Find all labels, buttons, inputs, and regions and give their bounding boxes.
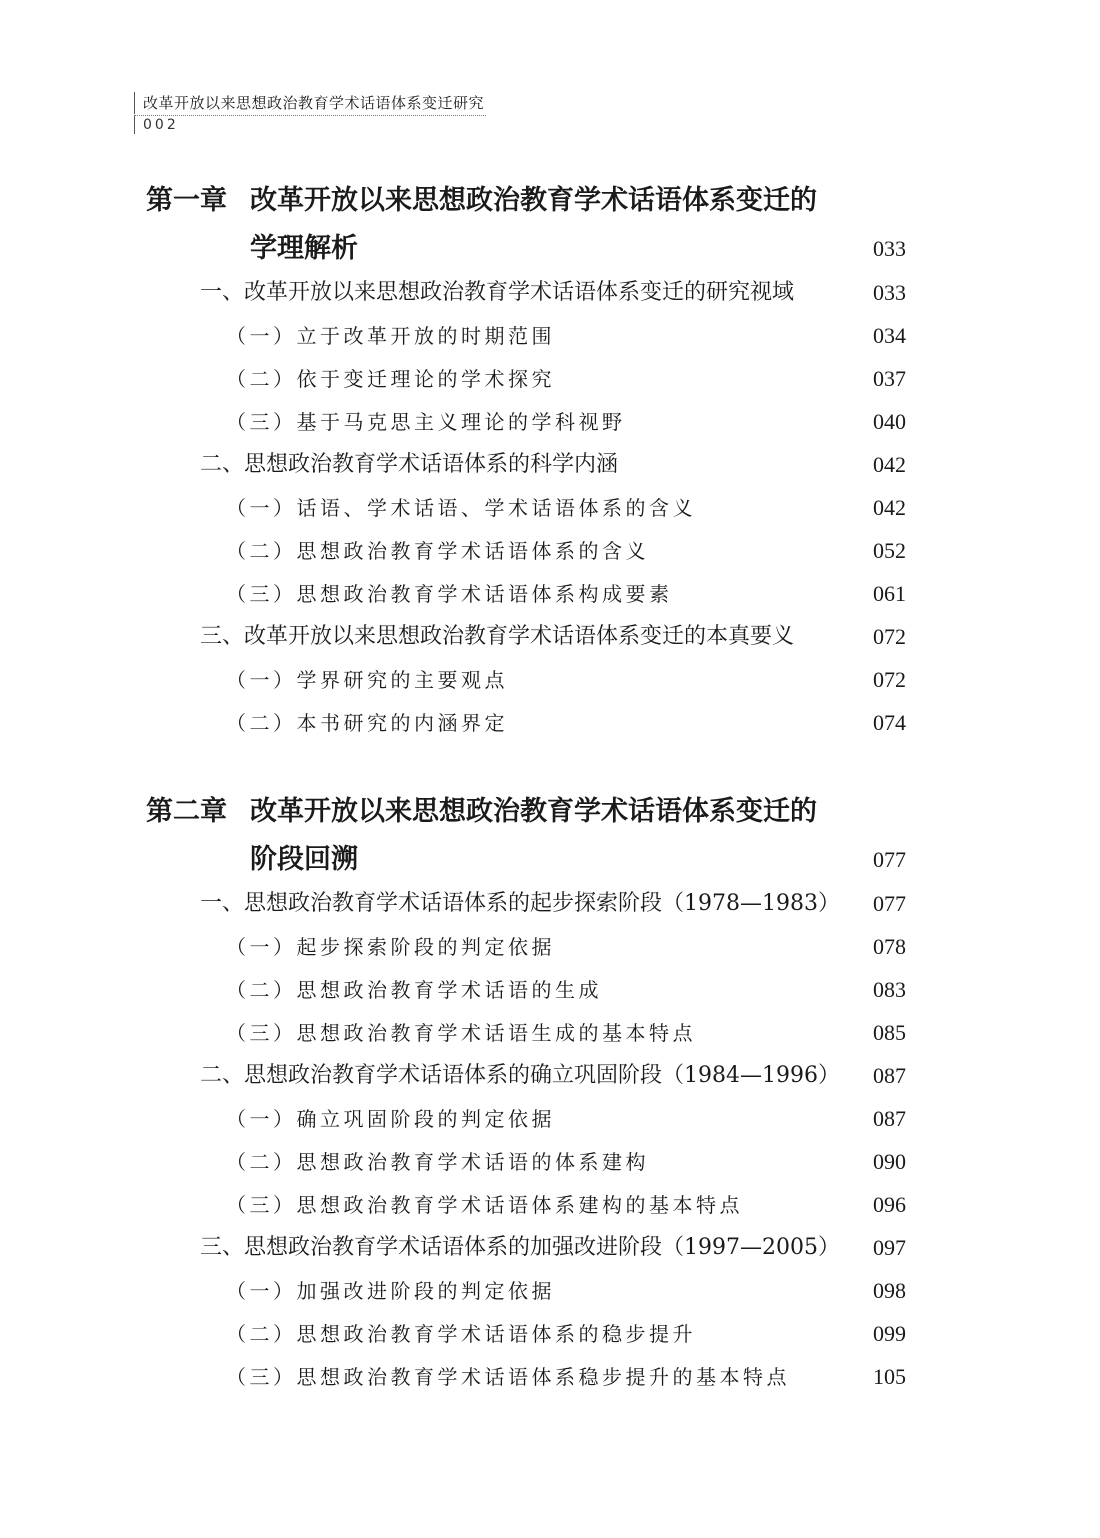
running-head xyxy=(134,92,486,134)
toc-subsection xyxy=(0,316,1100,356)
toc-subsection xyxy=(0,927,1100,967)
subsection-page: 034 xyxy=(873,323,906,348)
subsection-page: 087 xyxy=(873,1106,906,1131)
section-title: 三、思想政治教育学术话语体系的加强改进阶段（1997—2005） xyxy=(200,1235,840,1260)
section-title: 一、思想政治教育学术话语体系的起步探索阶段（1978—1983） xyxy=(200,891,840,916)
section-page: 042 xyxy=(873,452,906,477)
subsection-page: 074 xyxy=(873,710,906,735)
toc-section xyxy=(0,445,1100,485)
subsection-page: 042 xyxy=(873,495,906,520)
section-page: 033 xyxy=(873,280,906,305)
subsection-title: （一）立于改革开放的时期范围 xyxy=(226,324,555,348)
chapter-2-title-line1: 改革开放以来思想政治教育学术话语体系变迁的 xyxy=(250,796,817,827)
book-title: 改革开放以来思想政治教育学术话语体系变迁研究 xyxy=(134,92,486,114)
subsection-title: （三）思想政治教育学术话语体系建构的基本特点 xyxy=(226,1193,743,1217)
subsection-page: 037 xyxy=(873,366,906,391)
subsection-title: （一）确立巩固阶段的判定依据 xyxy=(226,1107,555,1131)
subsection-title: （二）思想政治教育学术话语的体系建构 xyxy=(226,1150,649,1174)
subsection-title: （一）话语、学术话语、学术话语体系的含义 xyxy=(226,496,696,520)
section-page: 072 xyxy=(873,624,906,649)
toc-subsection xyxy=(0,402,1100,442)
subsection-page: 099 xyxy=(873,1321,906,1346)
toc-subsection xyxy=(0,1314,1100,1354)
toc-subsection xyxy=(0,574,1100,614)
subsection-title: （三）基于马克思主义理论的学科视野 xyxy=(226,410,626,434)
subsection-page: 083 xyxy=(873,977,906,1002)
toc-subsection xyxy=(0,660,1100,700)
toc-subsection xyxy=(0,531,1100,571)
section-page: 097 xyxy=(873,1235,906,1260)
section-title: 三、改革开放以来思想政治教育学术话语体系变迁的本真要义 xyxy=(200,624,795,649)
toc-subsection xyxy=(0,1271,1100,1311)
subsection-title: （二）本书研究的内涵界定 xyxy=(226,711,508,735)
toc-subsection xyxy=(0,1013,1100,1053)
chapter-2-heading xyxy=(0,792,1100,832)
subsection-title: （二）思想政治教育学术话语体系的稳步提升 xyxy=(226,1322,696,1346)
toc-subsection xyxy=(0,1142,1100,1182)
subsection-title: （二）依于变迁理论的学术探究 xyxy=(226,367,555,391)
chapter-1-page: 033 xyxy=(873,236,906,261)
chapter-2-number: 第二章 xyxy=(146,796,227,827)
chapter-1-heading xyxy=(0,181,1100,221)
subsection-page: 096 xyxy=(873,1192,906,1217)
chapter-1-number: 第一章 xyxy=(146,185,227,216)
subsection-page: 040 xyxy=(873,409,906,434)
toc-section xyxy=(0,884,1100,924)
subsection-page: 105 xyxy=(873,1364,906,1389)
toc-subsection xyxy=(0,1099,1100,1139)
subsection-title: （三）思想政治教育学术话语体系构成要素 xyxy=(226,582,673,606)
toc-section xyxy=(0,617,1100,657)
chapter-2-heading-cont xyxy=(0,840,1100,880)
subsection-page: 061 xyxy=(873,581,906,606)
subsection-page: 052 xyxy=(873,538,906,563)
section-page: 087 xyxy=(873,1063,906,1088)
subsection-page: 078 xyxy=(873,934,906,959)
subsection-title: （二）思想政治教育学术话语体系的含义 xyxy=(226,539,649,563)
toc-subsection xyxy=(0,488,1100,528)
page-number: 002 xyxy=(134,116,486,134)
toc-section xyxy=(0,273,1100,313)
section-page: 077 xyxy=(873,891,906,916)
chapter-1-title-line2: 学理解析 xyxy=(250,233,358,264)
subsection-title: （三）思想政治教育学术话语生成的基本特点 xyxy=(226,1021,696,1045)
section-title: 一、改革开放以来思想政治教育学术话语体系变迁的研究视域 xyxy=(200,280,795,305)
chapter-2-page: 077 xyxy=(873,847,906,872)
toc-subsection xyxy=(0,970,1100,1010)
subsection-page: 072 xyxy=(873,667,906,692)
toc-subsection xyxy=(0,703,1100,743)
toc-subsection xyxy=(0,1357,1100,1397)
subsection-page: 090 xyxy=(873,1149,906,1174)
section-title: 二、思想政治教育学术话语体系的确立巩固阶段（1984—1996） xyxy=(200,1063,840,1088)
subsection-page: 098 xyxy=(873,1278,906,1303)
toc-subsection xyxy=(0,1185,1100,1225)
subsection-title: （一）起步探索阶段的判定依据 xyxy=(226,935,555,959)
toc-subsection xyxy=(0,359,1100,399)
subsection-title: （三）思想政治教育学术话语体系稳步提升的基本特点 xyxy=(226,1365,790,1389)
toc-section xyxy=(0,1228,1100,1268)
toc-section xyxy=(0,1056,1100,1096)
chapter-1-title-line1: 改革开放以来思想政治教育学术话语体系变迁的 xyxy=(250,185,817,216)
subsection-title: （一）加强改进阶段的判定依据 xyxy=(226,1279,555,1303)
subsection-page: 085 xyxy=(873,1020,906,1045)
chapter-2-title-line2: 阶段回溯 xyxy=(250,844,358,875)
subsection-title: （一）学界研究的主要观点 xyxy=(226,668,508,692)
chapter-1-heading-cont xyxy=(0,229,1100,269)
section-title: 二、思想政治教育学术话语体系的科学内涵 xyxy=(200,452,619,477)
subsection-title: （二）思想政治教育学术话语的生成 xyxy=(226,978,602,1002)
